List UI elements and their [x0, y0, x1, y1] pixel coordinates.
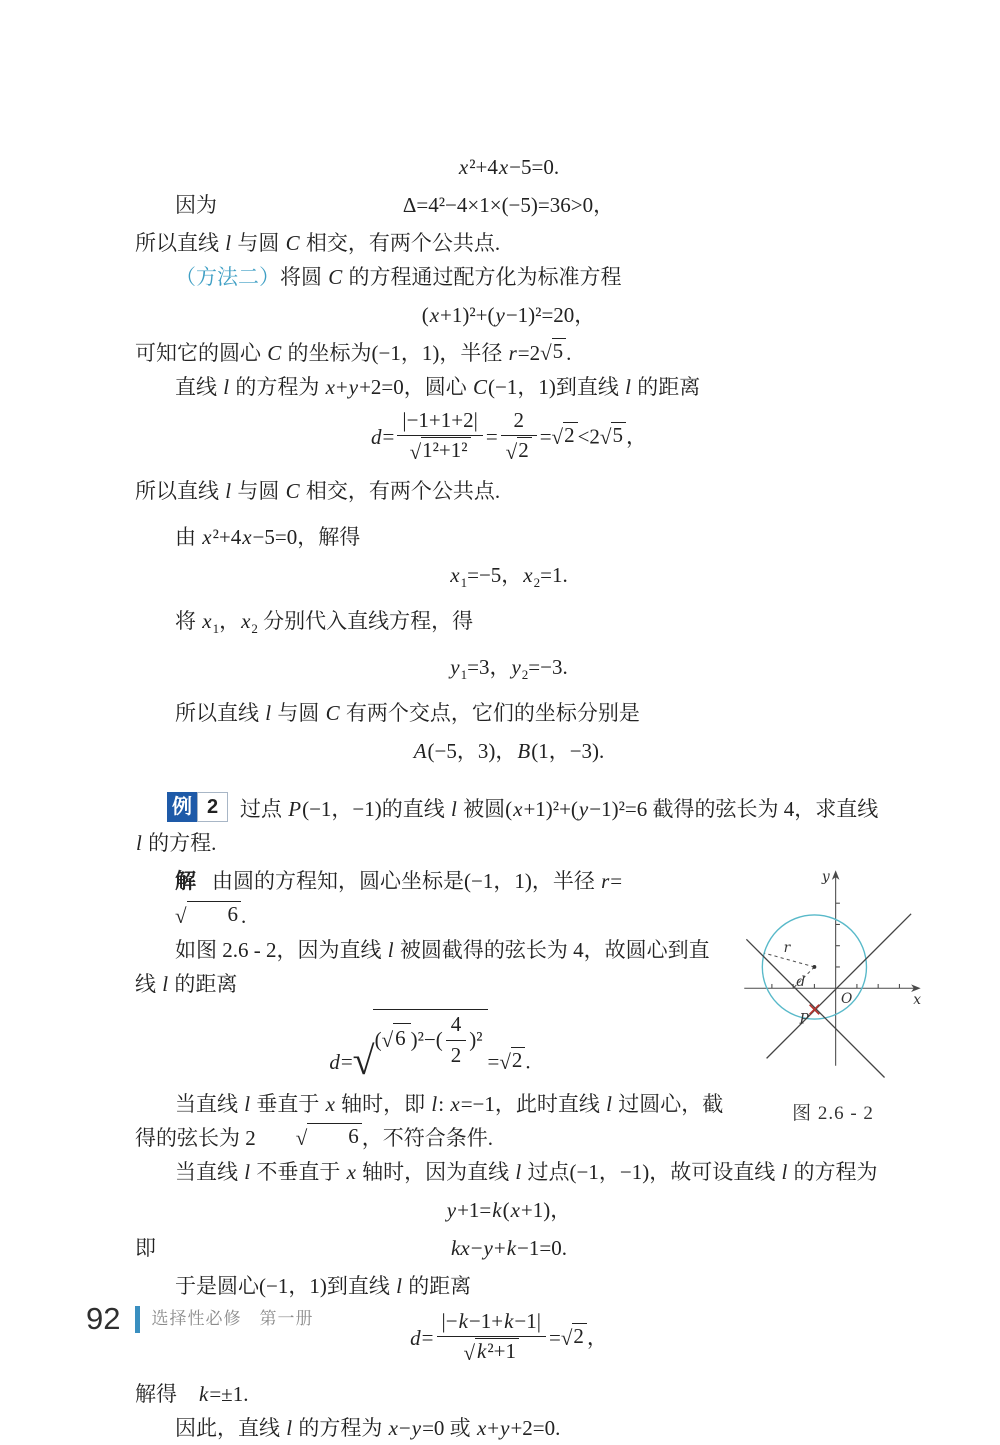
paragraph-line-distance: 直线 l 的方程为 x+y+2=0，圆心 C(−1，1)到直线 l 的距离	[175, 375, 701, 399]
equation-distance-k: d= |−k−1+k−1| √ k²+1 = √ 2 ，	[135, 1309, 882, 1371]
page-number: 92	[86, 1301, 121, 1336]
paragraph-substitute: 将 $x_1$，$x_2$ 分别代入直线方程，得	[175, 608, 474, 637]
method2-text: 将圆 C 的方程通过配方化为标准方程	[280, 265, 622, 289]
figure-2-6-2	[740, 866, 926, 1126]
paragraph-intersection-points: 所以直线 l 与圆 C 有两个交点，它们的坐标分别是	[175, 701, 640, 726]
because-label: 因为	[175, 193, 217, 217]
figure-caption: 图 2.6 - 2	[792, 1103, 874, 1125]
line-general-form	[135, 1231, 882, 1265]
footer-divider-bar	[135, 1306, 140, 1333]
example-number: 2	[197, 792, 228, 822]
ji-label: 即	[135, 1235, 156, 1260]
equation-points-ab: A(−5，3)，B(1，−3).	[413, 739, 605, 764]
solution-p2: 如图 2.6 - 2，因为直线 l 被圆截得的弦长为 4，故圆心到直线 l 的距离	[135, 938, 710, 997]
page-footer	[86, 1302, 313, 1336]
paragraph-conclusion-1: 所以直线 l 与圆 C 相交，有两个公共点.	[135, 231, 501, 255]
example2-statement-text: 过点 P(−1，−1)的直线 l 被圆(x+1)²+(y−1)²=6 截得的弦长为 4，求直线 l 的方程.	[136, 797, 879, 856]
label-origin: O	[840, 991, 853, 1008]
equation-discriminant: Δ=4²−4×1×(−5)=36>0，	[402, 193, 615, 217]
equation-distance: d= |−1+1+2| √ 1²+1² = 2 √ 2 = √ 2 <2 √ 5 ，	[135, 408, 882, 470]
section-example1-solution	[135, 150, 882, 768]
label-x-axis: x	[913, 992, 922, 1009]
example-badge: 例	[167, 792, 197, 822]
solution-p5: 于是圆心(−1，1)到直线 l 的距离	[175, 1273, 472, 1298]
paragraph-method2	[135, 260, 882, 294]
equation-point-slope: y+1=k(x+1)，	[446, 1197, 572, 1222]
line-y-equals-x	[767, 914, 912, 1059]
method2-label: （方法二）	[175, 265, 280, 289]
paragraph-conclusion-2: 所以直线 l 与圆 C 相交，有两个公共点.	[135, 478, 501, 503]
point-p-cross-icon	[810, 1005, 820, 1015]
solve-label: 解	[175, 870, 196, 894]
solution-p7: 因此，直线 l 的方程为 x−y=0 或 x+y+2=0.	[175, 1415, 561, 1440]
solution-p1: 由圆的方程知，圆心坐标是(−1，1)，半径 r= √ 6 .	[135, 869, 622, 928]
equation-roots-x: $x_1=-5$，$x_2=1$.	[450, 562, 568, 590]
label-p: P	[799, 1011, 809, 1028]
figure-canvas	[740, 866, 926, 1084]
example2-statement	[135, 792, 882, 860]
solution-p3: 当直线 l 垂直于 x 轴时，即 l: x=−1，此时直线 l 过圆心，截得的弦长为 2 √ 6 ，不符合条件.	[135, 1087, 882, 1155]
label-r: r	[783, 940, 791, 957]
label-d: d	[796, 974, 806, 991]
equation-chord-distance: d= √ ( √ 6 )²−( $\frac{4}{2}$ )² = √ 2 .	[135, 1009, 882, 1079]
paragraph-center-radius: 可知它的圆心 C 的坐标为(−1，1)，半径 r=2 √ 5 .	[135, 336, 882, 370]
solution-p4: 当直线 l 不垂直于 x 轴时，因为直线 l 过点(−1，−1)，故可设直线 l 的方程为	[175, 1159, 878, 1184]
solution-p6: 解得 k=±1.	[135, 1381, 249, 1406]
circle-center-dot	[812, 965, 816, 969]
line-discriminant	[135, 188, 882, 222]
footer-book-title: 选择性必修 第一册	[151, 1309, 314, 1328]
paragraph-solve: 由 x²+4x−5=0，解得	[175, 524, 361, 549]
equation-general-form: kx−y+k−1=0.	[451, 1235, 567, 1260]
equation-standard-form: (x+1)²+(y−1)²=20，	[421, 303, 596, 327]
label-y-axis: y	[821, 869, 830, 886]
section-example2	[135, 792, 922, 1444]
equation-quadratic: x²+4x−5=0.	[458, 155, 560, 179]
equation-roots-y: $y_1=3$，$y_2=-3$.	[450, 655, 568, 683]
